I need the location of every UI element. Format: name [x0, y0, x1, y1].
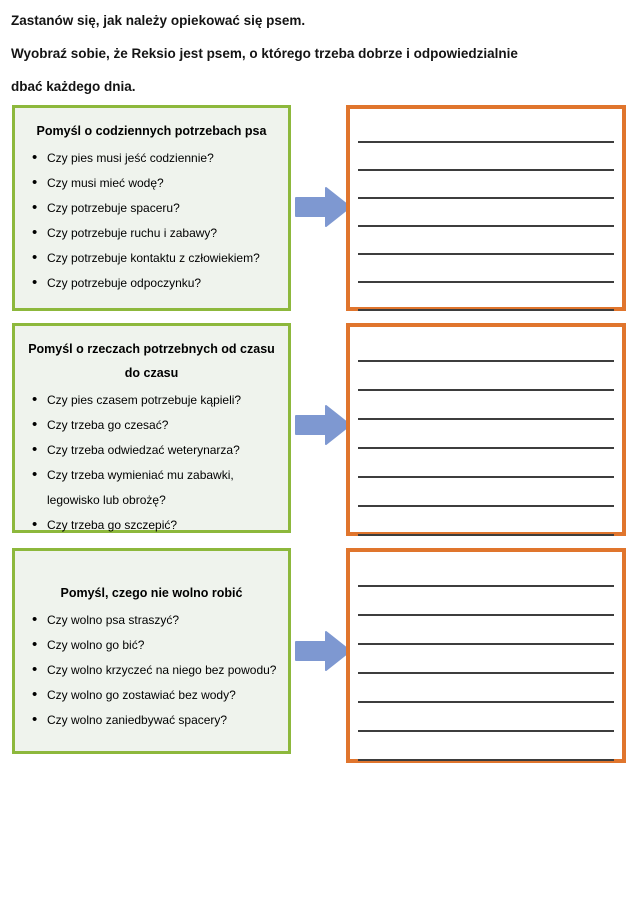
- writing-line: [358, 616, 614, 645]
- prompt-box-title: [15, 326, 288, 385]
- writing-line: [358, 199, 614, 227]
- writing-lines: [350, 327, 622, 536]
- question-item: • Czy wolno psa straszyć?: [31, 608, 282, 633]
- prompt-box-forbidden-things: [12, 548, 291, 754]
- header-line: Wyobraź sobie, że Reksio jest psem, o którego trzeba dobrze i odpowiedzialnie: [11, 46, 518, 61]
- writing-line: [358, 507, 614, 536]
- prompt-box-title: Pomyśl o codziennych potrzebach psa: [36, 124, 267, 138]
- writing-line: [358, 674, 614, 703]
- writing-line: [358, 255, 614, 283]
- writing-line: [358, 587, 614, 616]
- answer-box-occasional-needs: [346, 323, 626, 536]
- worksheet-header: [11, 4, 631, 103]
- question-item: • Czy musi mieć wodę?: [31, 171, 282, 196]
- writing-line: [358, 227, 614, 255]
- question-item: • Czy potrzebuje spaceru?: [31, 196, 282, 221]
- header-line: dbać każdego dnia.: [11, 79, 136, 94]
- question-item: • Czy wolno go bić?: [31, 633, 282, 658]
- question-item: • Czy trzeba wymieniać mu zabawki, legowisko lub obrożę?: [31, 463, 255, 513]
- prompt-box-occasional-needs: [12, 323, 291, 533]
- writing-line: [358, 645, 614, 674]
- writing-line: [358, 115, 614, 143]
- writing-line: [358, 362, 614, 391]
- writing-line: [358, 558, 614, 587]
- prompt-box-daily-needs: [12, 105, 291, 311]
- question-item: • Czy pies musi jeść codziennie?: [31, 146, 282, 171]
- title-line: Pomyśl o rzeczach potrzebnych od czasu: [28, 342, 275, 356]
- writing-line: [358, 333, 614, 362]
- writing-line: [358, 143, 614, 171]
- title-line: do czasu: [124, 366, 179, 380]
- question-item: • Czy wolno krzyczeć na niego bez powodu?: [31, 658, 282, 683]
- right-arrow-icon: [295, 186, 352, 228]
- question-item: • Czy wolno zaniedbywać spacery?: [31, 708, 282, 733]
- question-item: • Czy potrzebuje kontaktu z człowiekiem?: [31, 246, 282, 271]
- right-arrow-icon: [295, 404, 352, 446]
- question-item: • Czy wolno go zostawiać bez wody?: [31, 683, 282, 708]
- answer-box-daily-needs: [346, 105, 626, 311]
- writing-line: [358, 449, 614, 478]
- header-line: Zastanów się, jak należy opiekować się psem.: [11, 13, 306, 28]
- writing-line: [358, 171, 614, 199]
- writing-line: [358, 283, 614, 311]
- writing-lines: [350, 552, 622, 761]
- right-arrow-icon: [295, 630, 352, 672]
- writing-lines: [350, 109, 622, 311]
- question-list: [15, 388, 288, 538]
- answer-box-forbidden-things: [346, 548, 626, 763]
- question-list: [15, 608, 288, 733]
- writing-line: [358, 478, 614, 507]
- question-item: • Czy potrzebuje odpoczynku?: [31, 271, 282, 296]
- question-item: • Czy pies czasem potrzebuje kąpieli?: [31, 388, 282, 413]
- writing-line: [358, 391, 614, 420]
- question-item: • Czy potrzebuje ruchu i zabawy?: [31, 221, 282, 246]
- question-list: [15, 146, 288, 296]
- question-item: • Czy trzeba go czesać?: [31, 413, 282, 438]
- question-item: • Czy trzeba odwiedzać weterynarza?: [31, 438, 282, 463]
- writing-line: [358, 420, 614, 449]
- question-item: • Czy trzeba go szczepić?: [31, 513, 282, 538]
- writing-line: [358, 732, 614, 761]
- prompt-box-title: Pomyśl, czego nie wolno robić: [60, 586, 243, 600]
- writing-line: [358, 703, 614, 732]
